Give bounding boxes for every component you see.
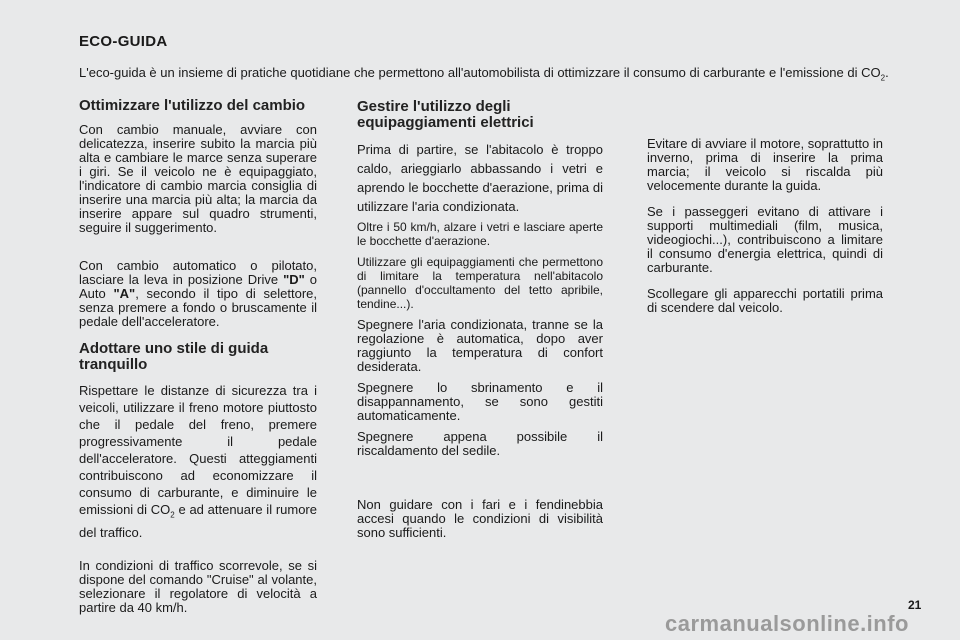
auto-text-a: Con cambio automatico o pilotato, lasciare la leva in posizione Drive <box>79 258 317 287</box>
paragraph-driving-style <box>79 382 317 541</box>
auto-text-b: o Auto <box>79 272 317 301</box>
intro-subscript: 2 <box>880 73 886 83</box>
section-heading-driving-style: Adottare uno stile di guida tranquillo <box>79 340 269 373</box>
section-heading-gearbox: Ottimizzare l'utilizzo del cambio <box>79 97 306 114</box>
column-right <box>647 137 883 327</box>
page-number: 21 <box>908 598 922 612</box>
paragraph-seat-heating: Spegnere appena possibile il riscaldamento del sedile. <box>357 429 603 458</box>
paragraph-ventilation: Prima di partire, se l'abitacolo è troppo caldo, arieggiarlo abbassando i vetri e aprendo le bocchette d'aerazione, prima di utilizzare l'aria condizionata. <box>357 142 603 214</box>
auto-text-c: , secondo il tipo di selettore, senza premere a fondo o bruscamente il pedale dell'acceleratore. <box>79 286 317 329</box>
page-title: ECO-GUIDA <box>79 33 168 50</box>
paragraph-lights: Non guidare con i fari e i fendinebbia accesi quando le condizioni di visibilità sono sufficienti. <box>357 497 603 540</box>
intro-end: . <box>885 65 889 80</box>
paragraph-portable-devices: Scollegare gli apparecchi portatili prima di scendere dal veicolo. <box>647 286 883 315</box>
auto-mode-label: "A" <box>113 286 136 301</box>
paragraph-windows: Oltre i 50 km/h, alzare i vetri e lasciare aperte le bocchette d'aerazione. <box>357 220 603 248</box>
paragraph-cruise: In condizioni di traffico scorrevole, se si dispone del comando "Cruise" al volante, selezionare il regolatore di velocità a partire da 40 km/h. <box>79 557 317 615</box>
section-heading-electrical: Gestire l'utilizzo degli equipaggiamenti elettrici <box>357 98 534 131</box>
intro-paragraph <box>79 65 889 86</box>
paragraph-defrost: Spegnere lo sbrinamento e il disappannamento, se sono gestiti automaticamente. <box>357 380 603 423</box>
column-middle <box>357 99 603 552</box>
driving-subscript: 2 <box>170 510 175 520</box>
column-left <box>79 98 317 627</box>
drive-mode-label: "D" <box>283 272 305 287</box>
paragraph-multimedia: Se i passeggeri evitano di attivare i supporti multimediali (film, musica, videogiochi...), contribuiscono a limitare il consumo d'energia elettrica, quindi di carburante. <box>647 204 883 275</box>
watermark: carmanualsonline.info <box>665 611 909 636</box>
driving-text-a: Rispettare le distanze di sicurezza tra i veicoli, utilizzare il freno motore piuttosto che il pedale del freno, premere progressivamente il pedale dell'acceleratore. Questi atteggiamenti contribuiscono ad economizzare il consumo di carburante, e diminuire le emissioni di CO <box>79 383 317 517</box>
intro-text: L'eco-guida è un insieme di pratiche quotidiane che permettono all'automobilista di ottimizzare il consumo di carburante e l'emissione di CO <box>79 65 881 80</box>
paragraph-equipment: Utilizzare gli equipaggiamenti che permettono di limitare la temperatura nell'abitacolo (pannello d'occultamento del tetto apribile, tendine...). <box>357 255 603 311</box>
driving-text-b: e ad attenuare il rumore del traffico. <box>79 502 317 540</box>
paragraph-automatic-gearbox <box>79 259 317 329</box>
paragraph-manual-gearbox: Con cambio manuale, avviare con delicatezza, inserire subito la marcia più alta e cambiare le marce senza superare i giri. Se il veicolo ne è equipaggiato, l'indicatore di cambio marcia consiglia di inserire una marcia più alta; la marcia da inserire appare sul quadro strumenti, seguire il suggerimento. <box>79 122 317 235</box>
paragraph-air-conditioning: Spegnere l'aria condizionata, tranne se la regolazione è automatica, dopo aver raggiunto la temperatura di confort desiderata. <box>357 317 603 374</box>
paragraph-engine-start: Evitare di avviare il motore, soprattutto in inverno, prima di inserire la prima marcia; il veicolo si riscalda più velocemente durante la guida. <box>647 136 883 193</box>
